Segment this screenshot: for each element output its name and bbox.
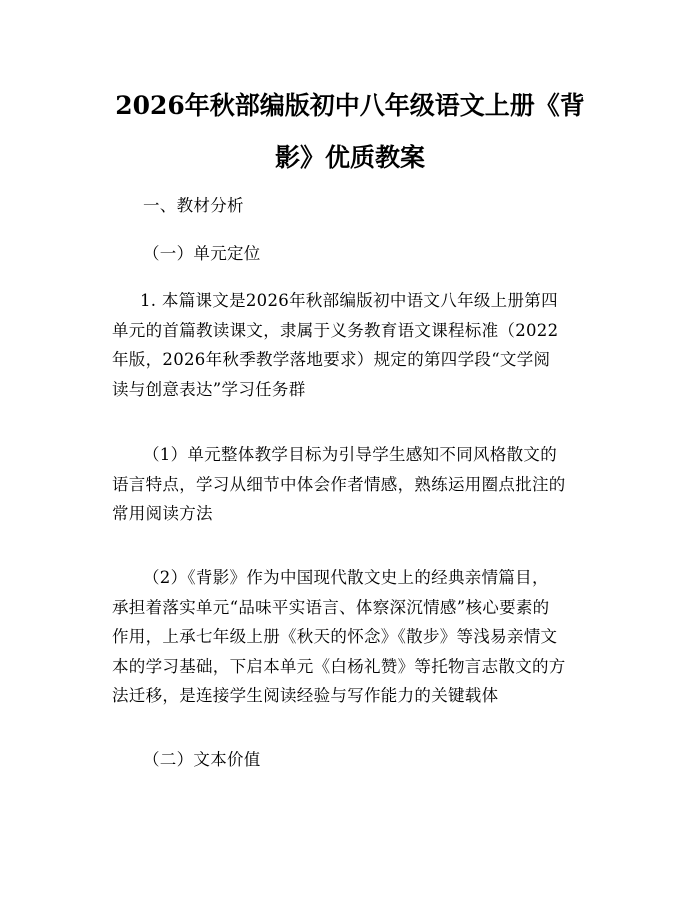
paragraph-line: 常用阅读方法 [112, 504, 213, 523]
paragraph-line: （1）单元整体教学目标为引导学生感知不同风格散文的 [143, 445, 557, 464]
paragraph-line: 1. 本篇课文是2026年秋部编版初中语文八年级上册第四 [140, 291, 558, 310]
paragraph-line: 读与创意表达”学习任务群 [112, 379, 306, 399]
paragraph-line: （2）《背影》作为中国现代散文史上的经典亲情篇目， [143, 568, 549, 587]
paragraph-line: 年版，2026年秋季教学落地要求）规定的第四学段“文学阅 [112, 350, 551, 369]
paragraph-line: 单元的首篇教读课文，隶属于义务教育语文课程标准（2022 [112, 320, 559, 340]
paragraph-point-1 [112, 440, 602, 529]
paragraph-point-2 [112, 563, 602, 711]
paragraph-line: 法迁移，是连接学生阅读经验与写作能力的关键载体 [112, 686, 499, 705]
subsection-heading: （二）文本价值 [143, 750, 261, 769]
document-title [110, 80, 590, 184]
section-heading: 一、教材分析 [143, 196, 244, 215]
paragraph-line: 承担着落实单元“品味平实语言、体察深沉情感”核心要素的 [112, 597, 550, 617]
title-line: 影》优质教案 [274, 143, 425, 172]
title-line: 2026年秋部编版初中八年级语文上册《背 [115, 91, 585, 120]
paragraph-line: 语言特点，学习从细节中体会作者情感，熟练运用圈点批注的 [112, 474, 566, 494]
paragraph-line: 本的学习基础，下启本单元《白杨礼赞》等托物言志散文的方 [112, 656, 566, 676]
paragraph-line: 作用，上承七年级上册《秋天的怀念》《散步》等浅易亲情文 [112, 627, 558, 646]
subsection-heading: （一）单元定位 [143, 244, 261, 263]
paragraph-item-1 [112, 286, 602, 404]
